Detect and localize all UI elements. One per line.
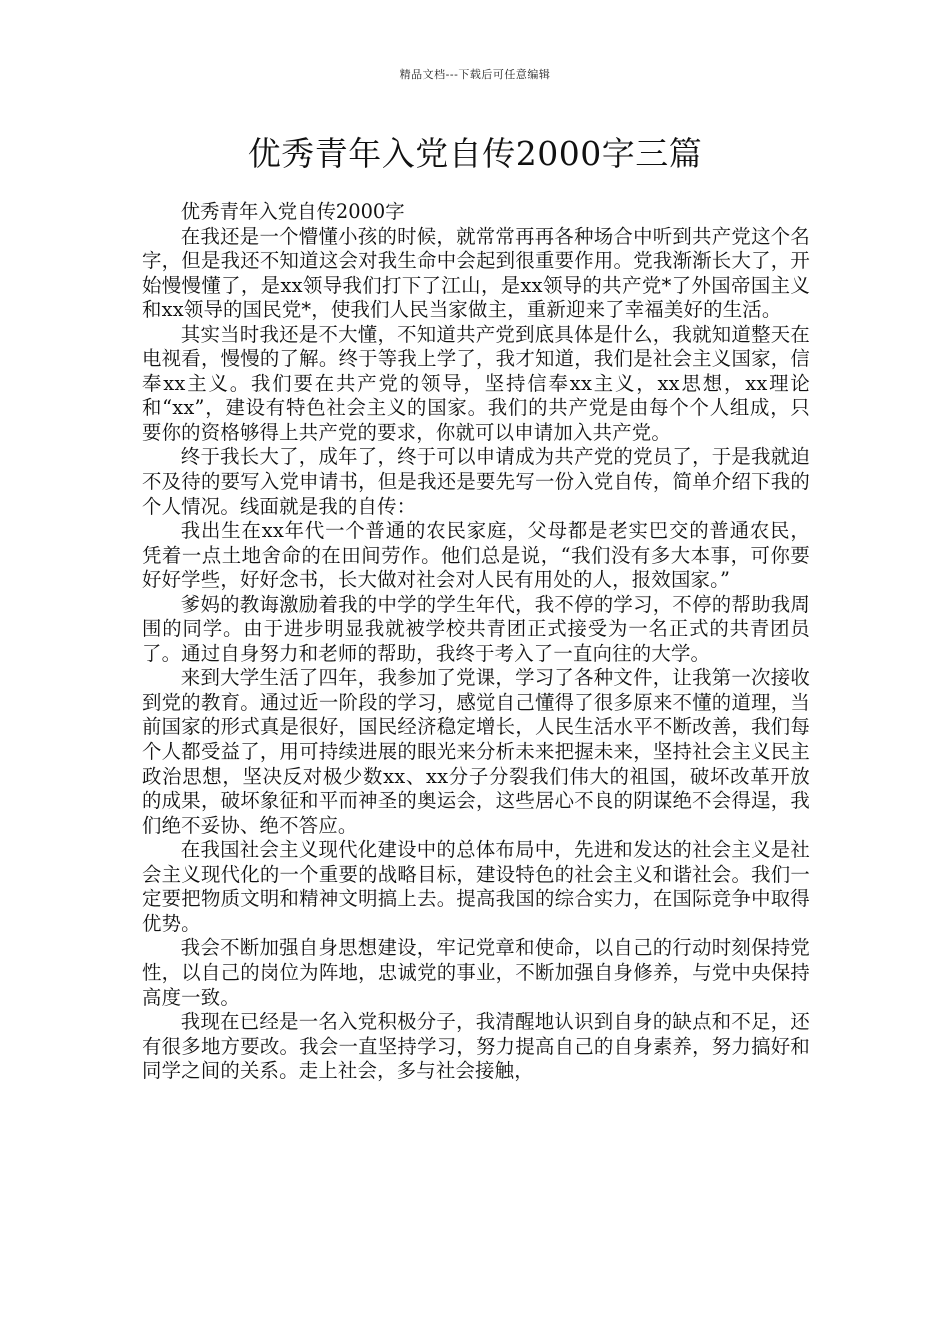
paragraph: 来到大学生活了四年，我参加了党课，学习了各种文件，让我第一次接收到党的教育。通过近一阶段的学习，感觉自己懂得了很多原来不懂的道理，当前国家的形式真是很好，国民经济稳定增长，人民生活水平不断改善，我们每个人都受益了，用可持续进展的眼光来分析未来把握未来，坚持社会主义民主政治思想，坚决反对极少数xx、xx分子分裂我们伟大的祖国，破坏改革开放的成果，破坏象征和平而神圣的奥运会，这些居心不良的阴谋绝不会得逞，我们绝不妥协、绝不答应。 <box>142 666 810 837</box>
header-note: 精品文档---下载后可任意编辑 <box>399 68 551 81</box>
paragraph: 爹妈的教诲激励着我的中学的学生年代，我不停的学习，不停的帮助我周围的同学。由于进步明显我就被学校共青团正式接受为一名正式的共青团员了。通过自身努力和老师的帮助，我终于考入了一直向往的大学。 <box>142 592 810 665</box>
document-title: 优秀青年入党自传2000字三篇 <box>247 134 703 173</box>
paragraph: 我现在已经是一名入党积极分子，我清醒地认识到自身的缺点和不足，还有很多地方要改。我会一直坚持学习，努力提高自己的自身素养，努力搞好和同学之间的关系。走上社会，多与社会接触， <box>142 1010 810 1083</box>
paragraph: 在我还是一个懵懂小孩的时候，就常常再再各种场合中听到共产党这个名字，但是我还不知道这会对我生命中会起到很重要作用。党我渐渐长大了，开始慢慢懂了，是xx领导我们打下了江山，是xx领导的共产党*了外国帝国主义和xx领导的国民党*，使我们人民当家做主，重新迎来了幸福美好的生活。 <box>142 224 810 322</box>
paragraph: 我出生在xx年代一个普通的农民家庭，父母都是老实巴交的普通农民，凭着一点土地舍命的在田间劳作。他们总是说，“我们没有多大本事，可你要好好学些，好好念书，长大做对社会对人民有用处的人，报效国家。” <box>142 519 810 592</box>
paragraph: 我会不断加强自身思想建设，牢记党章和使命，以自己的行动时刻保持党性，以自己的岗位为阵地，忠诚党的事业，不断加强自身修养，与党中央保持高度一致。 <box>142 936 810 1009</box>
paragraph: 终于我长大了，成年了，终于可以申请成为共产党的党员了，于是我就迫不及待的要写入党申请书，但是我还是要先写一份入党自传，简单介绍下我的个人情况。线面就是我的自传： <box>142 445 810 518</box>
paragraph: 其实当时我还是不大懂，不知道共产党到底具体是什么，我就知道整天在电视看，慢慢的了解。终于等我上学了，我才知道，我们是社会主义国家，信奉xx主义。我们要在共产党的领导，坚持信奉xx主义，xx思想，xx理论和“xx”，建设有特色社会主义的国家。我们的共产党是由每个个人组成，只要你的资格够得上共产党的要求，你就可以申请加入共产党。 <box>142 322 810 444</box>
document-body <box>142 200 810 1084</box>
section-subtitle: 优秀青年入党自传2000字 <box>180 200 405 223</box>
paragraph: 在我国社会主义现代化建设中的总体布局中，先进和发达的社会主义是社会主义现代化的一个重要的战略目标，建设特色的社会主义和谐社会。我们一定要把物质文明和精神文明搞上去。提高我国的综合实力，在国际竞争中取得优势。 <box>142 838 810 935</box>
